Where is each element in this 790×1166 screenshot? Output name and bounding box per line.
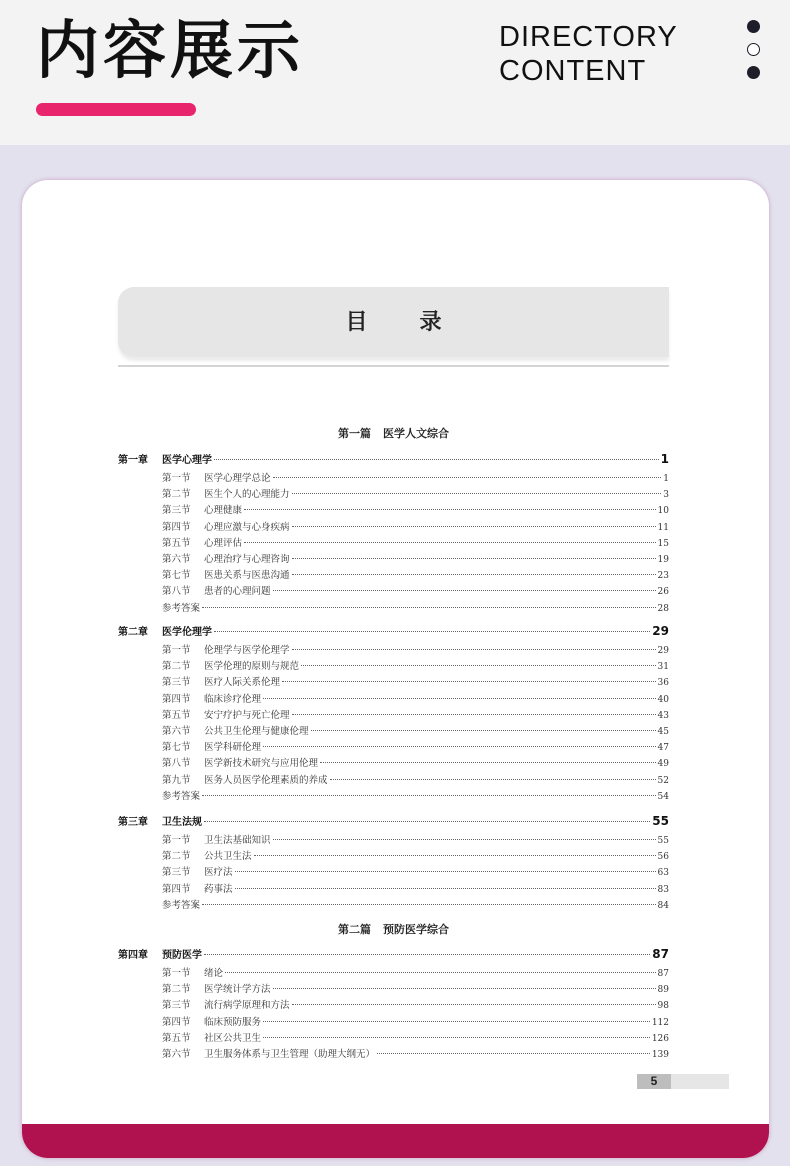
leader-dots bbox=[292, 493, 662, 494]
section-row bbox=[162, 1014, 669, 1028]
leader-dots bbox=[377, 1053, 650, 1054]
indicator-dot-icon bbox=[747, 20, 760, 33]
section-number: 第七节 bbox=[162, 570, 191, 582]
section-page: 15 bbox=[657, 538, 669, 549]
toc-page-card bbox=[22, 180, 769, 1158]
leader-dots bbox=[311, 730, 656, 731]
leader-dots bbox=[202, 607, 656, 608]
section-page: 29 bbox=[657, 646, 669, 656]
section-page: 43 bbox=[657, 710, 669, 721]
section-row bbox=[162, 881, 669, 895]
section-title: 医学新技术研究与应用伦理 bbox=[204, 758, 319, 770]
section-number: 第二节 bbox=[162, 661, 191, 673]
chapter-row bbox=[118, 813, 669, 828]
section-title: 心理健康 bbox=[204, 505, 243, 517]
section-title: 公共卫生伦理与健康伦理 bbox=[204, 726, 309, 737]
section-number: 第六节 bbox=[162, 1049, 191, 1060]
section-page: 87 bbox=[657, 969, 669, 979]
section-number: 第二节 bbox=[162, 489, 191, 501]
section-page: 45 bbox=[657, 727, 669, 737]
page-title-en bbox=[499, 20, 678, 88]
section-row bbox=[162, 674, 669, 688]
section-row bbox=[162, 691, 669, 705]
leader-dots bbox=[263, 1037, 650, 1038]
part-heading bbox=[118, 425, 669, 441]
leader-dots bbox=[254, 855, 656, 856]
leader-dots bbox=[282, 681, 656, 682]
section-number: 第三节 bbox=[162, 677, 191, 689]
accent-bar bbox=[36, 103, 196, 116]
section-page: 1 bbox=[663, 474, 669, 484]
section-row bbox=[162, 470, 669, 484]
section-page: 3 bbox=[663, 490, 669, 501]
section-number: 第一节 bbox=[162, 968, 191, 979]
section-page: 36 bbox=[657, 678, 669, 689]
leader-dots bbox=[204, 821, 650, 822]
section-row bbox=[162, 723, 669, 737]
chapter-number: 第二章 bbox=[118, 627, 148, 638]
section-title: 医学伦理的原则与规范 bbox=[204, 661, 300, 673]
section-row bbox=[162, 658, 669, 672]
section-page: 126 bbox=[651, 1033, 669, 1044]
leader-dots bbox=[320, 762, 656, 763]
part-label: 第二篇 bbox=[338, 923, 371, 936]
section-row bbox=[162, 707, 669, 721]
leader-dots bbox=[273, 839, 656, 840]
toc-heading-banner bbox=[118, 287, 669, 357]
divider bbox=[118, 365, 669, 367]
leader-dots bbox=[273, 590, 656, 591]
section-title: 伦理学与医学伦理学 bbox=[204, 645, 290, 656]
section-page: 28 bbox=[657, 603, 669, 614]
section-page: 10 bbox=[657, 506, 669, 517]
section-row bbox=[162, 642, 669, 656]
part-heading bbox=[118, 921, 669, 937]
section-title: 医务人员医学伦理素质的养成 bbox=[204, 774, 328, 786]
chapter-title: 卫生法规 bbox=[162, 817, 202, 828]
section-page: 31 bbox=[657, 662, 669, 673]
section-title: 临床预防服务 bbox=[204, 1016, 262, 1028]
section-page: 139 bbox=[651, 1050, 669, 1060]
section-title: 患者的心理问题 bbox=[204, 586, 271, 598]
leader-dots bbox=[273, 477, 662, 478]
part-title: 医学人文综合 bbox=[383, 427, 449, 440]
section-page: 47 bbox=[657, 743, 669, 754]
leader-dots bbox=[292, 1004, 656, 1005]
section-title: 心理治疗与心理咨询 bbox=[204, 554, 290, 565]
chapter-row bbox=[118, 623, 669, 638]
section-row bbox=[162, 788, 669, 802]
section-row bbox=[162, 848, 669, 862]
section-row bbox=[162, 739, 669, 753]
chapter-page: 29 bbox=[652, 624, 669, 638]
chapter-number: 第一章 bbox=[118, 455, 148, 466]
leader-dots bbox=[263, 746, 656, 747]
section-page: 26 bbox=[657, 587, 669, 598]
section-number: 第一节 bbox=[162, 835, 191, 846]
section-title: 医疗人际关系伦理 bbox=[204, 677, 281, 689]
section-number: 第三节 bbox=[162, 1000, 191, 1012]
leader-dots bbox=[225, 972, 656, 973]
section-number: 第五节 bbox=[162, 1032, 191, 1044]
chapter-number: 第三章 bbox=[118, 817, 148, 828]
section-title: 卫生法基础知识 bbox=[204, 835, 271, 846]
section-title: 公共卫生法 bbox=[204, 851, 252, 863]
section-row bbox=[162, 772, 669, 786]
indicator-dot-icon bbox=[747, 66, 760, 79]
section-title: 绪论 bbox=[204, 968, 224, 979]
section-number: 参考答案 bbox=[162, 899, 201, 911]
section-page: 11 bbox=[657, 522, 669, 533]
chapter-page: 1 bbox=[660, 452, 669, 466]
section-row bbox=[162, 897, 669, 911]
section-page: 23 bbox=[657, 571, 669, 582]
section-number: 第二节 bbox=[162, 984, 191, 996]
section-row bbox=[162, 567, 669, 581]
leader-dots bbox=[263, 698, 656, 699]
section-title: 医疗法 bbox=[204, 867, 233, 879]
section-number: 第六节 bbox=[162, 726, 191, 737]
section-page: 55 bbox=[657, 836, 669, 846]
section-page: 63 bbox=[657, 868, 669, 879]
section-title: 医学科研伦理 bbox=[204, 742, 262, 754]
section-row bbox=[162, 965, 669, 979]
leader-dots bbox=[301, 665, 656, 666]
section-page: 98 bbox=[657, 1001, 669, 1012]
section-title: 心理应激与心身疾病 bbox=[204, 521, 290, 533]
slide-indicator bbox=[747, 20, 761, 89]
section-number: 第三节 bbox=[162, 505, 191, 517]
section-title: 临床诊疗伦理 bbox=[204, 693, 262, 705]
section-number: 第一节 bbox=[162, 645, 191, 656]
section-row bbox=[162, 1046, 669, 1060]
chapter-title: 医学伦理学 bbox=[162, 627, 212, 638]
leader-dots bbox=[330, 779, 656, 780]
section-number: 参考答案 bbox=[162, 790, 201, 802]
page-header bbox=[0, 0, 790, 145]
part-title: 预防医学综合 bbox=[383, 923, 449, 936]
leader-dots bbox=[292, 649, 656, 650]
section-number: 第六节 bbox=[162, 554, 191, 565]
section-row bbox=[162, 583, 669, 597]
leader-dots bbox=[204, 954, 650, 955]
section-row bbox=[162, 551, 669, 565]
section-page: 40 bbox=[657, 694, 669, 705]
leader-dots bbox=[292, 558, 656, 559]
section-row bbox=[162, 486, 669, 500]
section-number: 第五节 bbox=[162, 537, 191, 549]
part-label: 第一篇 bbox=[338, 427, 371, 440]
indicator-dot-active-icon bbox=[747, 43, 760, 56]
leader-dots bbox=[214, 631, 650, 632]
card-footer-band bbox=[22, 1124, 769, 1158]
section-page: 83 bbox=[657, 884, 669, 895]
section-page: 89 bbox=[657, 985, 669, 996]
leader-dots bbox=[202, 795, 656, 796]
section-row bbox=[162, 502, 669, 516]
chapter-number: 第四章 bbox=[118, 950, 148, 961]
section-title: 安宁疗护与死亡伦理 bbox=[204, 709, 290, 721]
section-number: 第九节 bbox=[162, 774, 191, 786]
section-number: 第五节 bbox=[162, 709, 191, 721]
section-row bbox=[162, 755, 669, 769]
chapter-page: 87 bbox=[652, 947, 669, 961]
section-title: 卫生服务体系与卫生管理（助理大纲无） bbox=[204, 1049, 376, 1060]
page-number-box bbox=[637, 1074, 729, 1089]
leader-dots bbox=[273, 988, 656, 989]
section-row bbox=[162, 997, 669, 1011]
leader-dots bbox=[244, 509, 656, 510]
section-title: 社区公共卫生 bbox=[204, 1032, 262, 1044]
page-number: 5 bbox=[637, 1074, 671, 1089]
leader-dots bbox=[263, 1021, 650, 1022]
section-number: 第四节 bbox=[162, 883, 191, 895]
chapter-row bbox=[118, 451, 669, 466]
toc-heading: 目录 bbox=[345, 309, 494, 335]
section-page: 19 bbox=[657, 555, 669, 565]
section-row bbox=[162, 600, 669, 614]
leader-dots bbox=[244, 542, 656, 543]
section-row bbox=[162, 864, 669, 878]
section-row bbox=[162, 1030, 669, 1044]
section-row bbox=[162, 535, 669, 549]
title-en-line2: CONTENT bbox=[499, 55, 647, 87]
section-page: 52 bbox=[657, 775, 669, 786]
section-row bbox=[162, 519, 669, 533]
title-en-line1: DIRECTORY bbox=[499, 21, 678, 53]
page-title-cn: 内容展示 bbox=[36, 14, 304, 87]
section-number: 第三节 bbox=[162, 867, 191, 879]
chapter-page: 55 bbox=[652, 814, 669, 828]
section-page: 54 bbox=[657, 791, 669, 802]
section-number: 第一节 bbox=[162, 473, 191, 484]
section-row bbox=[162, 832, 669, 846]
chapter-title: 医学心理学 bbox=[162, 455, 212, 466]
section-number: 第八节 bbox=[162, 758, 191, 770]
section-page: 49 bbox=[657, 759, 669, 770]
chapter-row bbox=[118, 946, 669, 961]
section-title: 医学心理学总论 bbox=[204, 473, 271, 484]
leader-dots bbox=[292, 574, 656, 575]
leader-dots bbox=[214, 459, 659, 460]
section-number: 第二节 bbox=[162, 851, 191, 863]
leader-dots bbox=[292, 526, 656, 527]
section-row bbox=[162, 981, 669, 995]
leader-dots bbox=[292, 714, 656, 715]
section-number: 第四节 bbox=[162, 1016, 191, 1028]
section-number: 第四节 bbox=[162, 693, 191, 705]
section-title: 医患关系与医患沟通 bbox=[204, 570, 290, 582]
leader-dots bbox=[202, 904, 656, 905]
section-title: 医生个人的心理能力 bbox=[204, 489, 290, 501]
section-number: 参考答案 bbox=[162, 602, 201, 614]
section-title: 心理评估 bbox=[204, 537, 243, 549]
section-number: 第七节 bbox=[162, 742, 191, 754]
chapter-title: 预防医学 bbox=[162, 950, 202, 961]
leader-dots bbox=[235, 871, 656, 872]
leader-dots bbox=[235, 888, 656, 889]
section-number: 第四节 bbox=[162, 521, 191, 533]
section-number: 第八节 bbox=[162, 586, 191, 598]
section-title: 医学统计学方法 bbox=[204, 984, 271, 996]
section-page: 56 bbox=[657, 852, 669, 863]
section-title: 药事法 bbox=[204, 883, 233, 895]
section-title: 流行病学原理和方法 bbox=[204, 1000, 290, 1012]
section-page: 112 bbox=[651, 1017, 669, 1028]
section-page: 84 bbox=[657, 900, 669, 911]
